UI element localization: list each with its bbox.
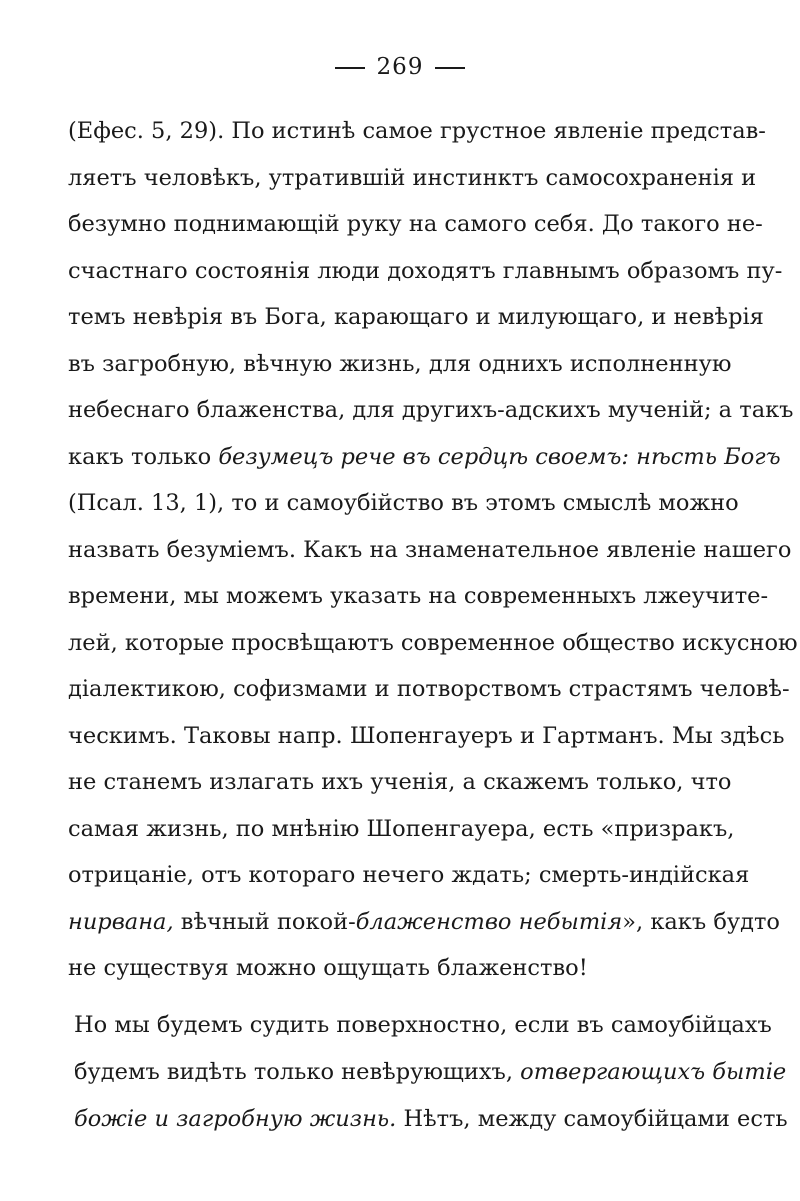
italic-text: блаженство небытія — [355, 908, 623, 935]
text-line — [68, 628, 798, 658]
text-run: », какъ будто — [622, 908, 780, 935]
text-line — [74, 1104, 788, 1134]
text-line — [68, 581, 769, 611]
text-run: темъ невѣрія въ Бога, карающаго и милующаго, и невѣрія — [68, 304, 764, 330]
text-line — [68, 953, 722, 983]
text-line — [68, 721, 785, 751]
text-run: ляетъ человѣкъ, утратившій инстинктъ самосохраненія и — [68, 164, 757, 191]
text-run: Но мы будемъ судить поверхностно, если въ самоубійцахъ — [74, 1012, 772, 1038]
text-run: безумно поднимающій руку на самого себя. До такого не- — [68, 211, 763, 237]
text-line — [68, 395, 794, 425]
right-dash — [435, 67, 465, 69]
page-number-text: 269 — [376, 54, 424, 80]
text-line — [68, 302, 764, 332]
text-line — [68, 767, 732, 797]
text-run: ческимъ. Таковы напр. Шопенгауеръ и Гартманъ. Мы здѣсь — [68, 722, 785, 749]
text-line — [74, 1057, 787, 1087]
text-run: вѣчный покой- — [173, 908, 356, 935]
text-run: діалектикою, софизмами и потворствомъ страстямъ человѣ- — [68, 676, 790, 702]
text-run: небеснаго блаженства, для другихъ-адскихъ мученій; а такъ — [68, 397, 794, 423]
text-run: не существуя можно ощущать блаженство! — [68, 955, 588, 981]
text-run: времени, мы можемъ указать на современныхъ лжеучите- — [68, 583, 769, 609]
text-line — [68, 349, 732, 379]
italic-text: безумецъ рече въ сердцѣ своемъ: нѣсть Богъ — [218, 443, 781, 470]
text-run: самая жизнь, по мнѣнію Шопенгауера, есть «призракъ, — [68, 815, 735, 842]
text-run: отрицаніе, отъ котораго нечего ждать; смерть-индійская — [68, 862, 750, 888]
text-line — [68, 674, 790, 704]
text-line — [68, 442, 781, 472]
page-number — [0, 54, 800, 80]
text-run: въ загробную, вѣчную жизнь, для однихъ исполненную — [68, 350, 732, 377]
text-line — [68, 116, 766, 146]
text-run: лей, которые просвѣщаютъ современное общество искусною — [68, 629, 798, 656]
text-line — [68, 488, 739, 518]
italic-text: отвергающихъ бытіе — [520, 1059, 787, 1085]
text-run: назвать безуміемъ. Какъ на знаменательное явленіе нашего — [68, 536, 792, 563]
italic-text: нирвана, — [68, 908, 174, 935]
text-line — [68, 535, 792, 565]
text-run: Нѣтъ, между самоубійцами есть — [396, 1106, 788, 1132]
text-line — [74, 1010, 772, 1040]
text-run: не станемъ излагать ихъ ученія, а скажемъ только, что — [68, 769, 732, 795]
text-run: (Ефес. 5, 29). По истинѣ самое грустное явленіе представ- — [68, 118, 766, 144]
text-run: (Псал. 13, 1), то и самоубійство въ этомъ смыслѣ можно — [68, 490, 739, 516]
text-line — [68, 860, 750, 890]
text-line — [68, 209, 763, 239]
text-run: будемъ видѣть только невѣрующихъ, — [74, 1059, 521, 1085]
italic-text: божіе и загробную жизнь. — [74, 1106, 397, 1132]
text-line — [68, 907, 780, 937]
text-line — [68, 163, 757, 193]
left-dash — [335, 67, 365, 69]
text-run: счастнаго состоянія люди доходятъ главнымъ образомъ пу- — [68, 257, 783, 284]
text-line — [68, 256, 783, 286]
text-line — [68, 814, 735, 844]
text-run: какъ только — [68, 443, 219, 470]
